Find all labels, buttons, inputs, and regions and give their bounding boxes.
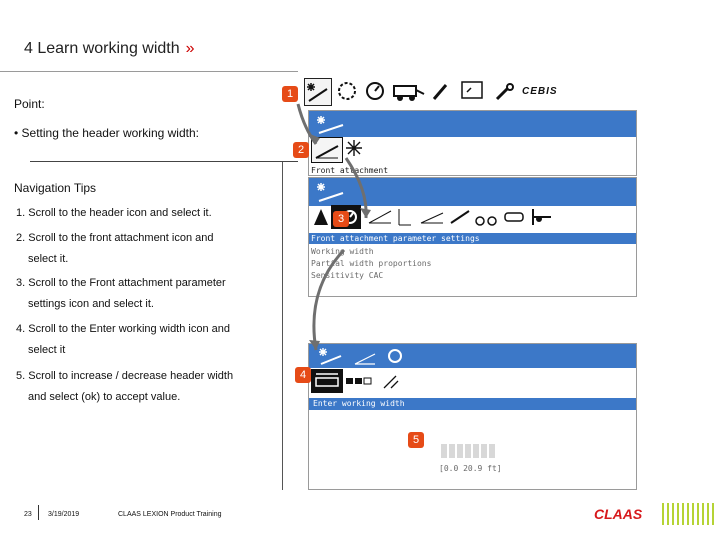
tip-item xyxy=(16,228,278,270)
slide-title xyxy=(24,40,195,58)
bullet-text: • Setting the header working width: xyxy=(14,126,199,140)
step-badge: 3 xyxy=(333,211,349,227)
section-divider xyxy=(30,161,298,162)
tip-item xyxy=(16,319,278,361)
tip-line: 4. Scroll to the Enter working width icon and xyxy=(16,323,231,335)
angle-icon xyxy=(419,209,445,225)
front-attachment-label: Front attachment xyxy=(311,166,389,175)
navigation-arrows xyxy=(286,90,396,380)
combine-icon xyxy=(392,82,426,102)
param-item[interactable]: Partial width proportions xyxy=(311,259,432,268)
terminal-icon xyxy=(460,80,484,102)
height-icon xyxy=(395,207,415,227)
step-badge: 4 xyxy=(295,367,311,383)
footer-page-number: 23 xyxy=(24,511,32,518)
point-label: Point: xyxy=(14,97,45,111)
title-marker: » xyxy=(185,40,195,57)
param-settings-label: Front attachment parameter settings xyxy=(311,234,480,243)
step-badge: 5 xyxy=(408,432,424,448)
tip-line: 1. Scroll to the header icon and select it. xyxy=(16,207,212,219)
wheels-icon xyxy=(473,207,499,227)
navigation-tips-heading: Navigation Tips xyxy=(14,181,97,195)
slide-title-text: 4 Learn working width xyxy=(24,40,180,57)
tip-item xyxy=(16,203,278,224)
brush-icon xyxy=(430,80,452,102)
tip-line-continued: settings icon and select it. xyxy=(28,298,154,310)
cebis-brand: CEBIS xyxy=(522,86,558,97)
enter-working-width-label: Enter working width xyxy=(313,399,405,408)
tip-line-continued: and select (ok) to accept value. xyxy=(28,391,181,403)
claas-logo xyxy=(594,506,650,522)
footer-separator xyxy=(38,505,39,520)
lock-icon xyxy=(529,207,553,227)
footer-date: 3/19/2019 xyxy=(48,511,80,518)
tip-line: 2. Scroll to the front attachment icon and xyxy=(16,232,214,244)
tip-line-continued: select it xyxy=(28,344,66,356)
title-divider xyxy=(0,71,298,72)
tip-item xyxy=(16,273,278,315)
wrench-icon xyxy=(494,82,516,102)
param-item[interactable]: Working width xyxy=(311,247,374,256)
width-bar-gauge[interactable] xyxy=(441,444,503,458)
reel-icon xyxy=(449,207,471,227)
column-divider xyxy=(282,162,283,490)
conveyor-icon xyxy=(503,209,525,225)
tip-item xyxy=(16,366,278,408)
step-badge: 1 xyxy=(282,86,298,102)
param-item[interactable]: Sensitivity CAC xyxy=(311,271,384,280)
tip-line: 3. Scroll to the Front attachment parameter xyxy=(16,277,226,289)
tip-line-continued: select it. xyxy=(28,253,69,265)
tip-line: 5. Scroll to increase / decrease header width xyxy=(16,370,234,382)
step-badge: 2 xyxy=(293,142,309,158)
footer-product: CLAAS LEXION Product Training xyxy=(118,511,222,518)
svg-text:CLAAS: CLAAS xyxy=(594,506,643,522)
value-range-readout: [0.0 20.9 ft] xyxy=(439,464,502,473)
